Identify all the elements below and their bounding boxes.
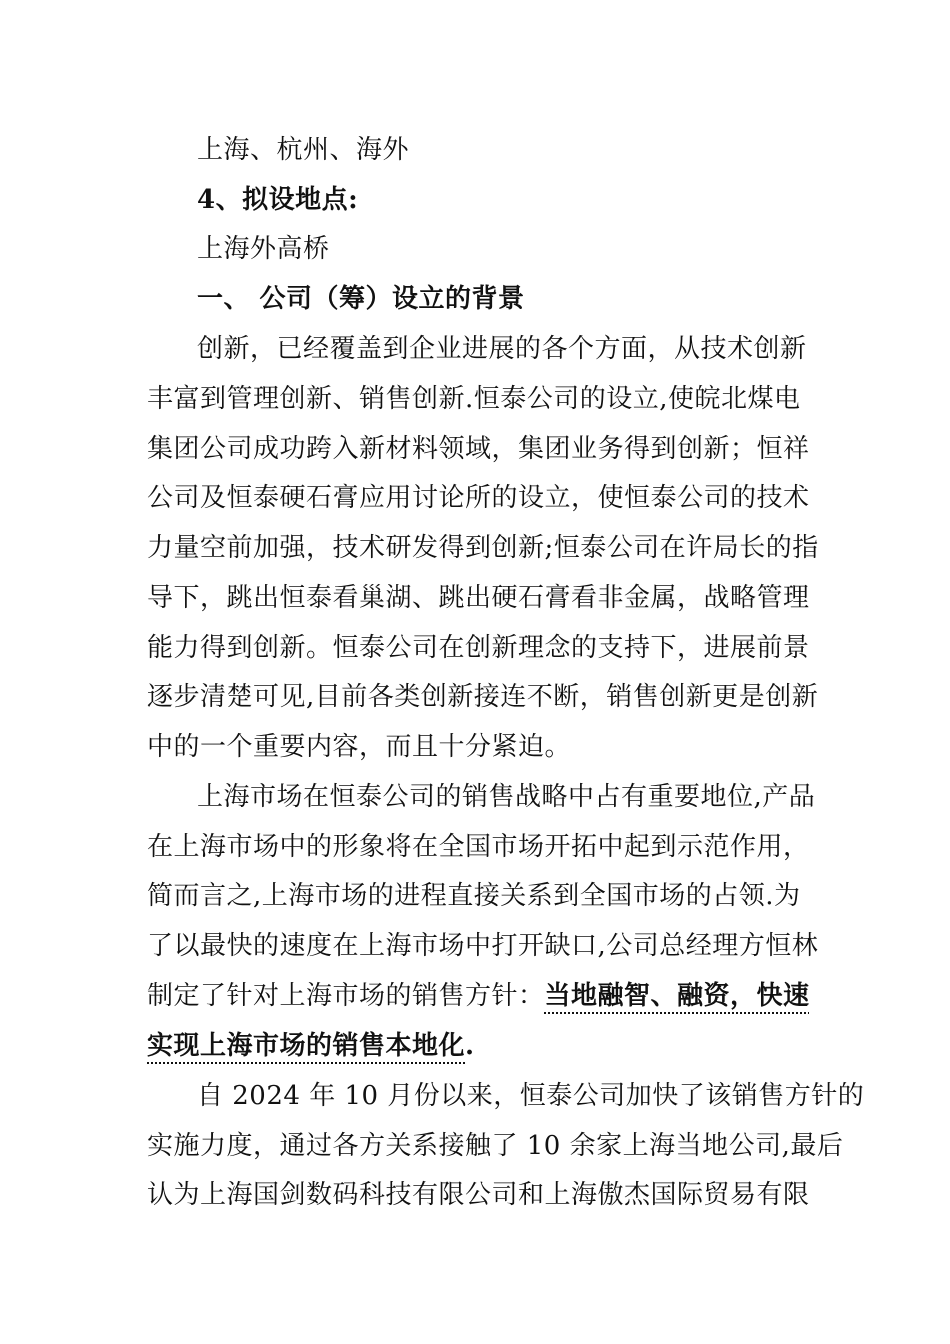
paragraph-line: 自 2024 年 10 月份以来，恒泰公司加快了该销售方针的 [197, 1081, 865, 1111]
location-list: 上海、杭州、海外 [197, 135, 410, 165]
paragraph-line: 上海市场在恒泰公司的销售战略中占有重要地位,产品 [197, 782, 816, 812]
section-heading-background: 一、 公司（筹）设立的背景 [197, 284, 525, 314]
paragraph-line: 集团公司成功跨入新材料领域，集团业务得到创新；恒祥 [147, 434, 810, 464]
paragraph-line: 丰富到管理创新、销售创新.恒泰公司的设立,使皖北煤电 [147, 384, 801, 414]
paragraph-line [147, 1028, 807, 1064]
paragraph-line: 简而言之,上海市场的进程直接关系到全国市场的占领.为 [147, 881, 801, 911]
period: . [465, 1031, 475, 1061]
section-heading-proposed-location: 4、拟设地点: [197, 185, 359, 215]
paragraph-line: 创新，已经覆盖到企业进展的各个方面，从技术创新 [197, 334, 807, 364]
paragraph-line: 认为上海国剑数码科技有限公司和上海傲杰国际贸易有限 [147, 1180, 810, 1210]
paragraph-line: 了以最快的速度在上海市场中打开缺口,公司总经理方恒林 [147, 931, 819, 961]
paragraph-line [147, 978, 810, 1014]
paragraph-line: 导下，跳出恒泰看巢湖、跳出硬石膏看非金属，战略管理 [147, 583, 810, 613]
emphasized-policy: 实现上海市场的销售本地化 [147, 1031, 466, 1061]
emphasized-policy: 当地融智、融资，快速 [544, 981, 810, 1011]
paragraph-line: 力量空前加强，技术研发得到创新;恒泰公司在许局长的指 [147, 533, 819, 563]
paragraph-line: 能力得到创新。恒泰公司在创新理念的支持下，进展前景 [147, 633, 810, 663]
paragraph-line: 实施力度，通过各方关系接触了 10 余家上海当地公司,最后 [147, 1131, 844, 1161]
paragraph-line: 逐步清楚可见,目前各类创新接连不断，销售创新更是创新 [147, 682, 819, 712]
paragraph-line: 在上海市场中的形象将在全国市场开拓中起到示范作用， [147, 832, 810, 862]
paragraph-line: 公司及恒泰硬石膏应用讨论所的设立，使恒泰公司的技术 [147, 483, 810, 513]
proposed-location: 上海外高桥 [197, 234, 330, 264]
paragraph-text: 制定了针对上海市场的销售方针： [147, 981, 545, 1011]
paragraph-line: 中的一个重要内容，而且十分紧迫。 [147, 732, 572, 762]
